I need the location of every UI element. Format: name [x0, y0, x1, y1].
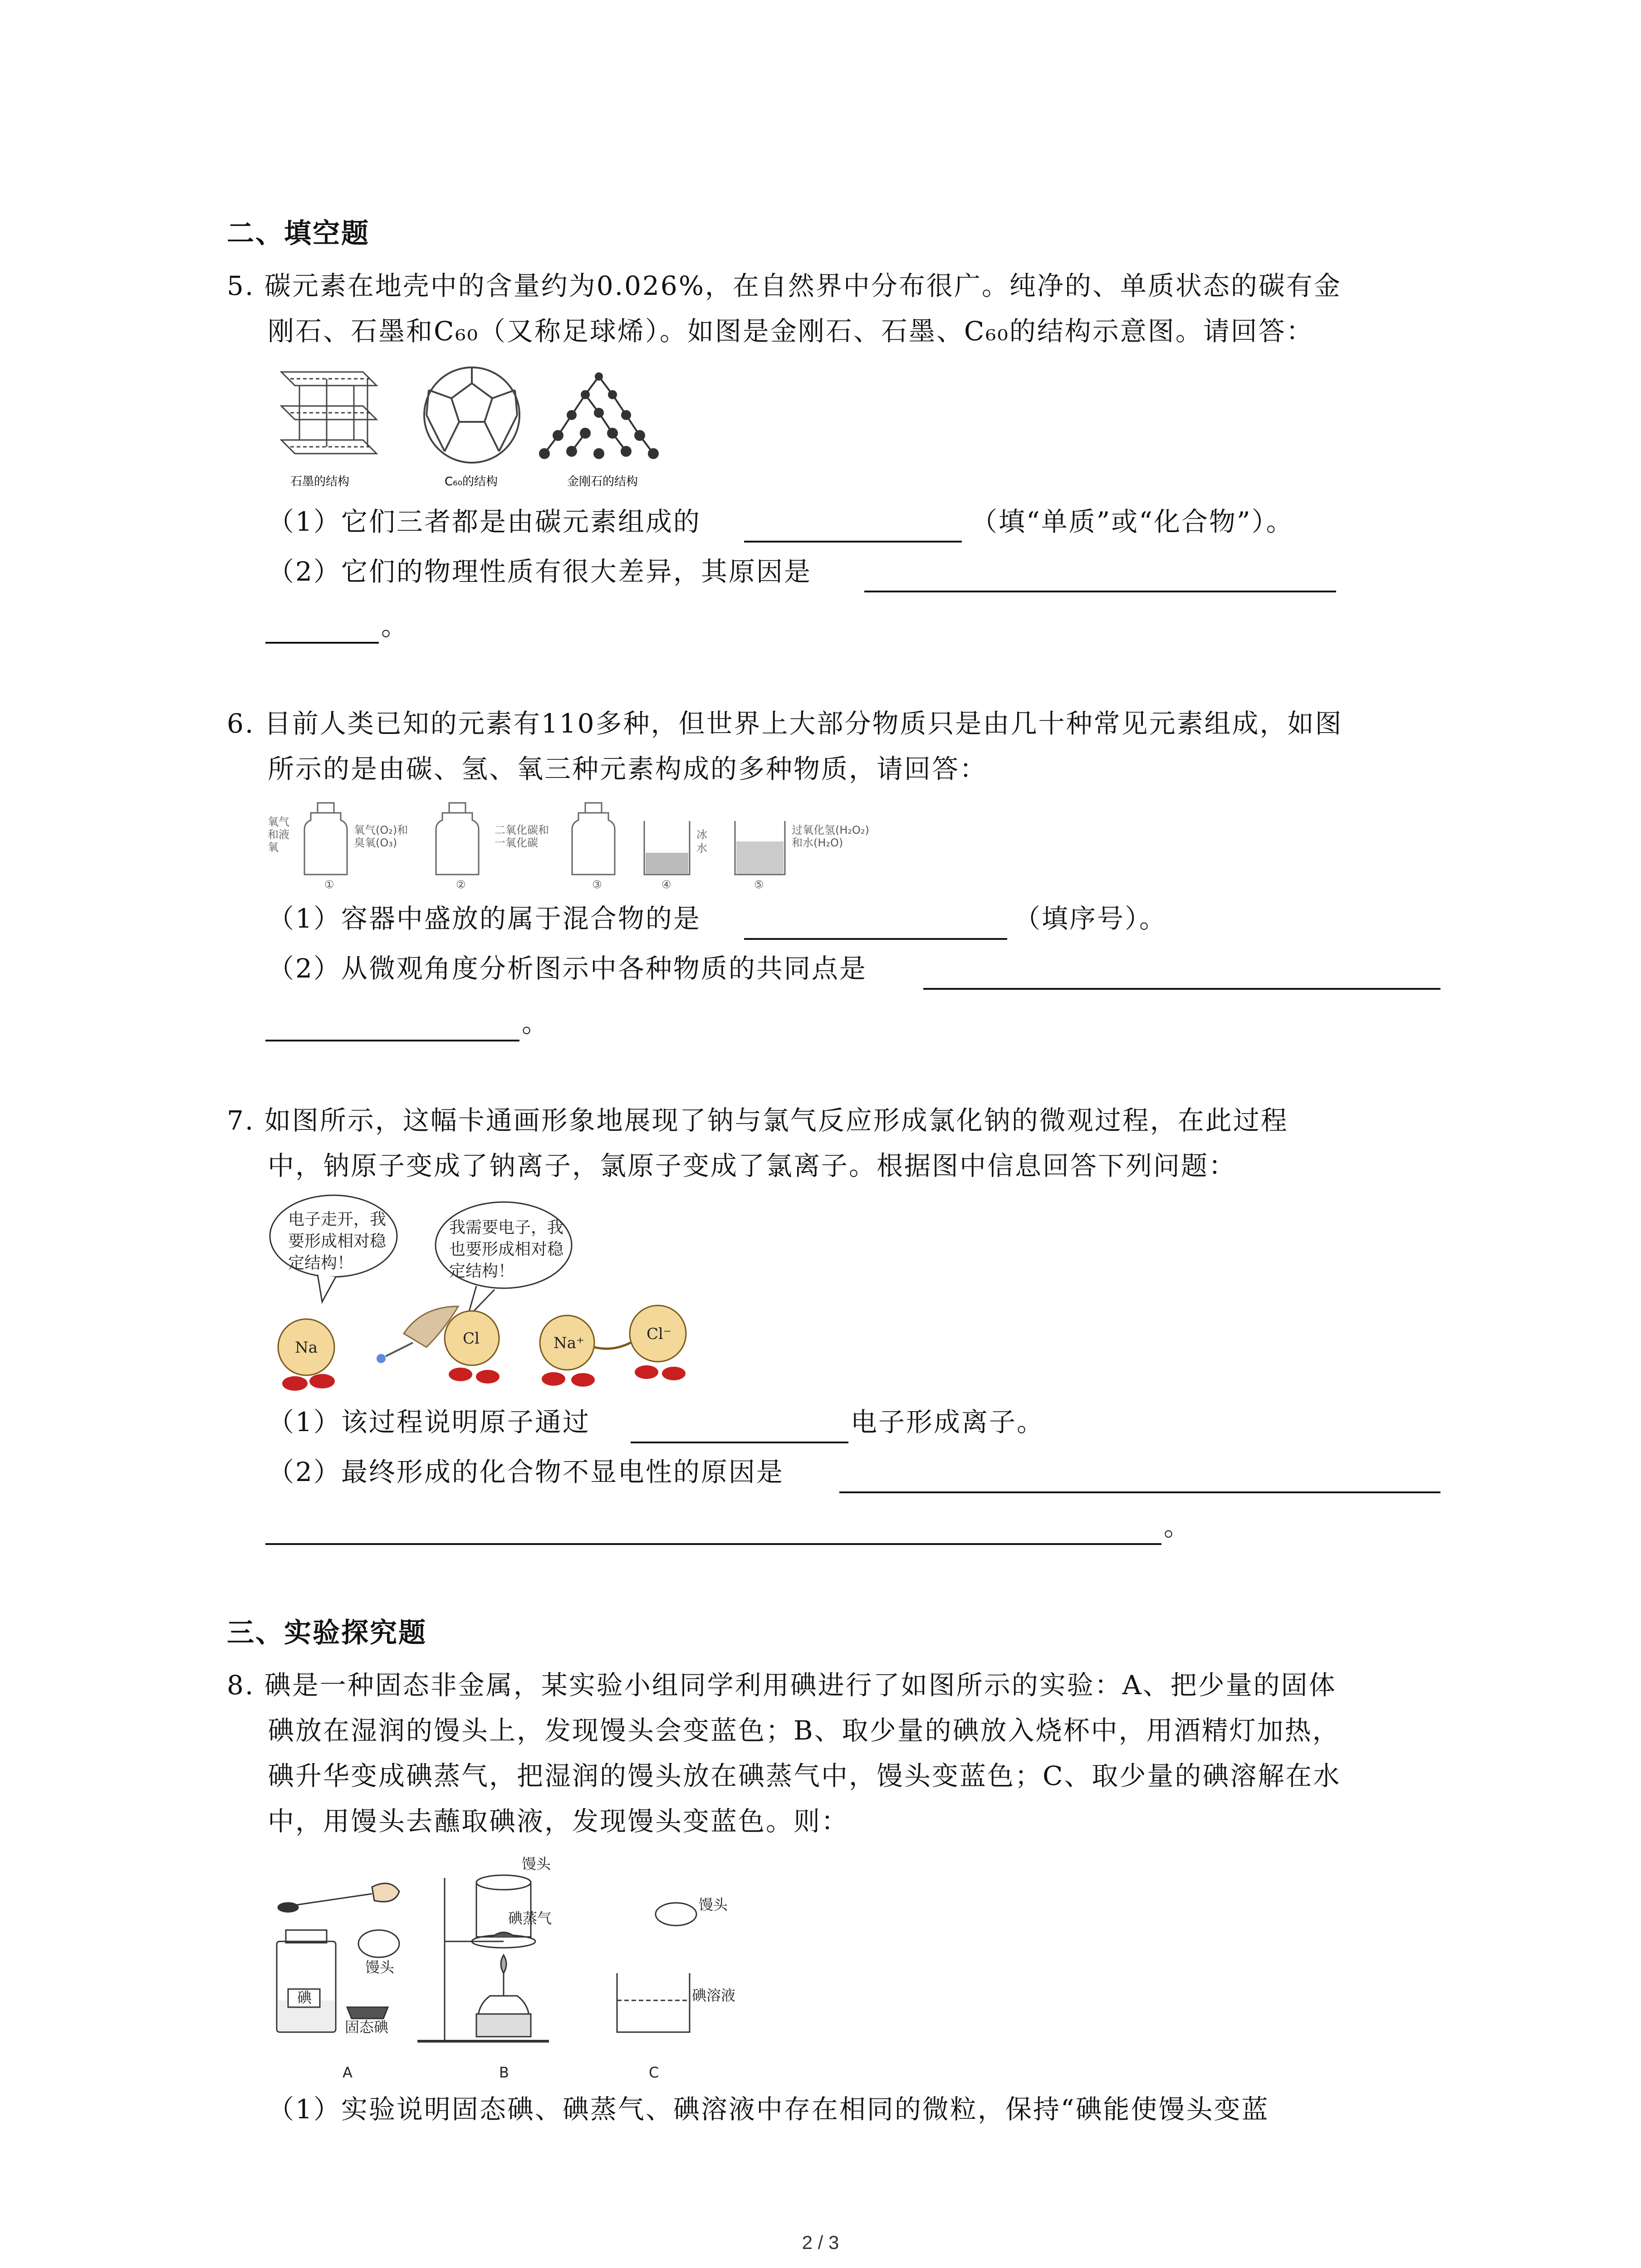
q7-part2-end: 。: [1164, 1511, 1192, 1542]
label-c: C: [649, 2064, 659, 2081]
beaker5-label-l2: 和水(H₂O): [792, 836, 843, 849]
q6-part2-end: 。: [522, 1007, 550, 1038]
q6-line1: 6. 目前人类已知的元素有110多种，但世界上大部分物质只是由几十种常见元素组成，如图: [227, 708, 1343, 739]
experiment-b: [417, 1875, 549, 2041]
q8-line2: 碘放在湿润的馒头上，发现馒头会变蓝色；B、取少量的碘放入烧杯中，用酒精灯加热，: [268, 1715, 1340, 1746]
container4-number: ④: [661, 878, 671, 889]
experiment-a: [277, 1883, 399, 2032]
graphite-structure: [281, 372, 377, 454]
bubble1-line3: 定结构！: [288, 1254, 354, 1272]
q6-line2: 所示的是由碳、氢、氧三种元素构成的多种物质，请回答：: [268, 753, 988, 784]
ion-na-label: Na⁺: [554, 1334, 584, 1352]
bottle2-label-l2: 臭氧(O₃): [354, 836, 397, 849]
q5-line2: 刚石、石墨和C₆₀（又称足球烯）。如图是金刚石、石墨、C₆₀的结构示意图。请回答：: [268, 316, 1314, 347]
container5-number: ⑤: [754, 878, 764, 889]
label-iodine-jar: 碘: [297, 1989, 312, 2006]
q7-part1-hint: 电子形成离子。: [851, 1407, 1045, 1437]
bottle1-label-l3: 氧: [268, 841, 279, 854]
q5-part2-end: 。: [381, 611, 409, 641]
q5-part1-blank[interactable]: [744, 541, 962, 543]
ion-cl-label: Cl⁻: [647, 1325, 671, 1343]
bubble1-line1: 电子走开，我: [288, 1210, 387, 1229]
q6-part2-blank-a[interactable]: [923, 988, 1440, 990]
bubble2-line3: 定结构！: [449, 1262, 515, 1281]
bubble2-line1: 我需要电子，我: [449, 1218, 564, 1237]
container2-number: ②: [456, 878, 466, 889]
experiment-c: [617, 1903, 696, 2032]
q5-part2-blank-a[interactable]: [864, 591, 1336, 592]
atom-na-label: Na: [295, 1339, 318, 1357]
label-bread-c: 馒头: [699, 1896, 728, 1913]
beaker5-label-l1: 过氧化氢(H₂O₂): [792, 824, 869, 836]
c60-caption: C₆₀的结构: [445, 475, 498, 489]
label-b: B: [499, 2064, 509, 2081]
q8-part1-prompt: （1）实验说明固态碘、碘蒸气、碘溶液中存在相同的微粒，保持“碘能使馒头变蓝: [268, 2094, 1269, 2125]
q8-line4: 中，用馒头去蘸取碘液，发现馒头变蓝色。则：: [268, 1806, 849, 1837]
bottle3-label-l2: 一氧化碳: [495, 836, 538, 849]
atom-cl-label: Cl: [463, 1330, 480, 1348]
label-bread-a: 馒头: [365, 1959, 395, 1976]
bottle1-label-l2: 和液: [268, 828, 289, 841]
q7-line2: 中，钠原子变成了钠离子，氯原子变成了氯离子。根据图中信息回答下列问题：: [268, 1150, 1237, 1181]
q5-part1-prompt: （1）它们三者都是由碳元素组成的: [268, 506, 701, 537]
sodium-chloride-cartoon: [268, 1193, 744, 1397]
containers-figure: [268, 798, 916, 889]
q7-part2-prompt: （2）最终形成的化合物不显电性的原因是: [268, 1457, 784, 1487]
label-solution: 碘溶液: [692, 1987, 736, 2004]
q5-part2-blank-b[interactable]: [265, 642, 379, 644]
container1-number: ①: [324, 878, 334, 889]
iodine-experiment-figure: [268, 1851, 812, 2087]
q7-part2-blank-b[interactable]: [265, 1543, 1161, 1545]
section-heading-fill-in: 二、填空题: [227, 218, 370, 249]
bottle2-label-l1: 氧气(O₂)和: [354, 824, 408, 836]
q8-line3: 碘升华变成碘蒸气，把湿润的馒头放在碘蒸气中，馒头变蓝色；C、取少量的碘溶解在水: [268, 1760, 1341, 1791]
label-vapor: 碘蒸气: [508, 1910, 552, 1927]
page-number: 2 / 3: [802, 2232, 839, 2253]
label-a: A: [343, 2064, 353, 2081]
diamond-structure: [539, 372, 659, 459]
carbon-structures-figure: [272, 363, 671, 494]
label-bread-b: 馒头: [522, 1855, 551, 1872]
label-solid-iodine: 固态碘: [345, 2019, 389, 2036]
q5-part1-hint: （填“单质”或“化合物”）。: [971, 506, 1294, 537]
q7-part1-blank[interactable]: [631, 1442, 848, 1443]
q5-part2-prompt: （2）它们的物理性质有很大差异，其原因是: [268, 556, 812, 587]
q7-part1-prompt: （1）该过程说明原子通过: [268, 1407, 590, 1437]
bubble2-line2: 也要形成相对稳: [449, 1240, 564, 1259]
q6-part1-prompt: （1）容器中盛放的属于混合物的是: [268, 903, 701, 934]
q6-part1-blank[interactable]: [744, 938, 1007, 940]
beaker4-label-l1: 冰: [696, 828, 707, 841]
q7-line1: 7. 如图所示，这幅卡通画形象地展现了钠与氯气反应形成氯化钠的微观过程，在此过程: [227, 1105, 1288, 1136]
q6-part1-hint: （填序号）。: [1014, 903, 1167, 934]
q6-part2-prompt: （2）从微观角度分析图示中各种物质的共同点是: [268, 953, 867, 984]
q6-part2-blank-b[interactable]: [265, 1040, 519, 1041]
q7-part2-blank-a[interactable]: [839, 1491, 1440, 1493]
diamond-caption: 金刚石的结构: [567, 475, 638, 489]
container3-number: ③: [592, 878, 602, 889]
c60-structure: [424, 367, 519, 463]
bubble1-line2: 要形成相对稳: [288, 1232, 387, 1251]
q5-line1: 5. 碳元素在地壳中的含量约为0.026%，在自然界中分布很广。纯净的、单质状态的碳有金: [227, 270, 1342, 301]
bottle3-label-l1: 二氧化碳和: [495, 824, 549, 836]
bottle1-label-l1: 氧气: [268, 816, 289, 828]
beaker4-label-l2: 水: [696, 842, 707, 855]
q8-line1: 8. 碘是一种固态非金属，某实验小组同学利用碘进行了如图所示的实验：A、把少量的固体: [227, 1670, 1337, 1701]
section-heading-experiment: 三、实验探究题: [227, 1617, 427, 1649]
graphite-caption: 石墨的结构: [290, 475, 350, 489]
